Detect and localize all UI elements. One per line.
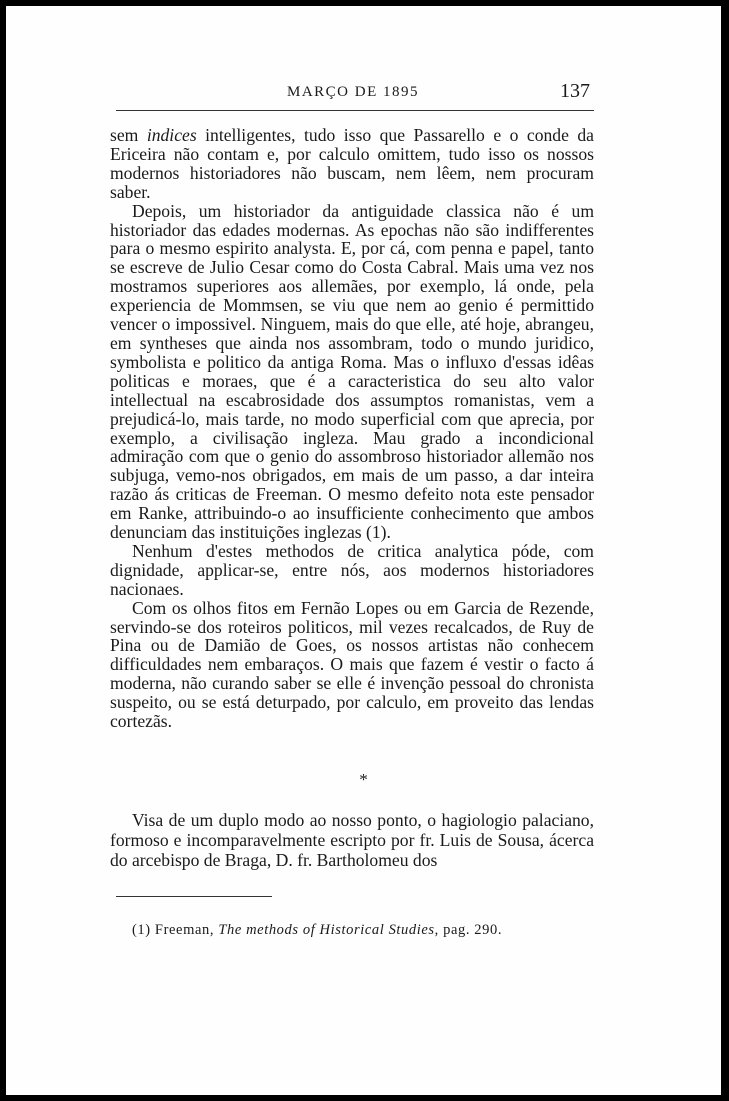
footnote-title: The methods of Historical Studies bbox=[218, 922, 435, 938]
running-title: MARÇO DE 1895 bbox=[286, 84, 419, 100]
section-2-text bbox=[110, 810, 594, 870]
paragraph-1-rest: intelligentes, tudo isso que Passarello e o conde da Ericeira não contam e, por calculo omittem, tudo isso os nossos modernos historiadores não buscam, nem lêem, nem procuram saber. bbox=[110, 125, 594, 202]
section-asterism: * bbox=[359, 770, 368, 789]
book-page bbox=[6, 6, 721, 1095]
paragraph-4: Com os olhos fitos em Fernão Lopes ou em Garcia de Rezende, servindo-se dos roteiros politicos, mil vezes recalcados, de Ruy de Pina ou de Damião de Goes, os nossos artistas não conhecem difficuldades nem embaraços. O mais que fazem é vestir o facto á moderna, não curando saber se elle é invenção pessoal do chronista suspeito, ou se está deturpado, por calculo, em proveito das lendas cortezãs. bbox=[110, 597, 594, 732]
paragraph-3: Nenhum d'estes methodos de critica analytica póde, com dignidade, applicar-se, entre nós, aos modernos historiadores nacionaes. bbox=[110, 540, 594, 599]
paragraph-2: Depois, um historiador da antiguidade classica não é um historiador das edades modernas. As epochas não são indifferentes para o mesmo espirito analysta. E, por cá, com penna e papel, tanto se escreve de Julio Cesar como do Costa Cabral. Mais uma vez nos mostramos superiores aos allemães, por exemplo, lá onde, pela experiencia de Mommsen, se viu que nem ao genio é permittido vencer o impossivel. Ninguem, mais do que elle, até hoje, abrangeu, em syntheses que ainda nos assombram, todo o mundo juridico, symbolista e politico da antiga Roma. Mas o influxo d'essas idêas politicas e moraes, que é a caracteristica do seu alto valor intellectual na escabrosidade dos assumptos romanistas, vem a prejudicá-lo, mais tarde, no modo superficial com que aprecia, por exemplo, a civilisação ingleza. Mau grado a incondicional admiração com que o genio do assombroso historiador allemão nos subjuga, vemo-nos obrigados, em mais de um passo, a dar inteira razão ás criticas de Freeman. O mesmo defeito nota este pensador em Ranke, attribuindo-o ao insufficiente conhecimento que ambos denunciam das instituições inglezas (1). bbox=[110, 200, 594, 543]
footnote-marker: (1) Freeman, bbox=[132, 922, 219, 938]
paragraph-5: Visa de um duplo modo ao nosso ponto, o hagiologio palaciano, formoso e incomparavelmente escripto por fr. Luis de Sousa, ácerca do arcebispo de Braga, D. fr. Bartholomeu dos bbox=[110, 810, 594, 870]
footnote-rest: , pag. 290. bbox=[434, 922, 503, 938]
page-header bbox=[116, 80, 590, 110]
footnote bbox=[132, 922, 592, 939]
page-number: 137 bbox=[560, 80, 590, 102]
body-text bbox=[110, 126, 594, 731]
footnote-rule bbox=[116, 896, 272, 897]
paragraph-1 bbox=[110, 126, 594, 202]
emphasis-indices: indices bbox=[146, 125, 197, 145]
header-rule bbox=[116, 110, 594, 111]
paragraph-1-start: sem bbox=[110, 125, 147, 145]
